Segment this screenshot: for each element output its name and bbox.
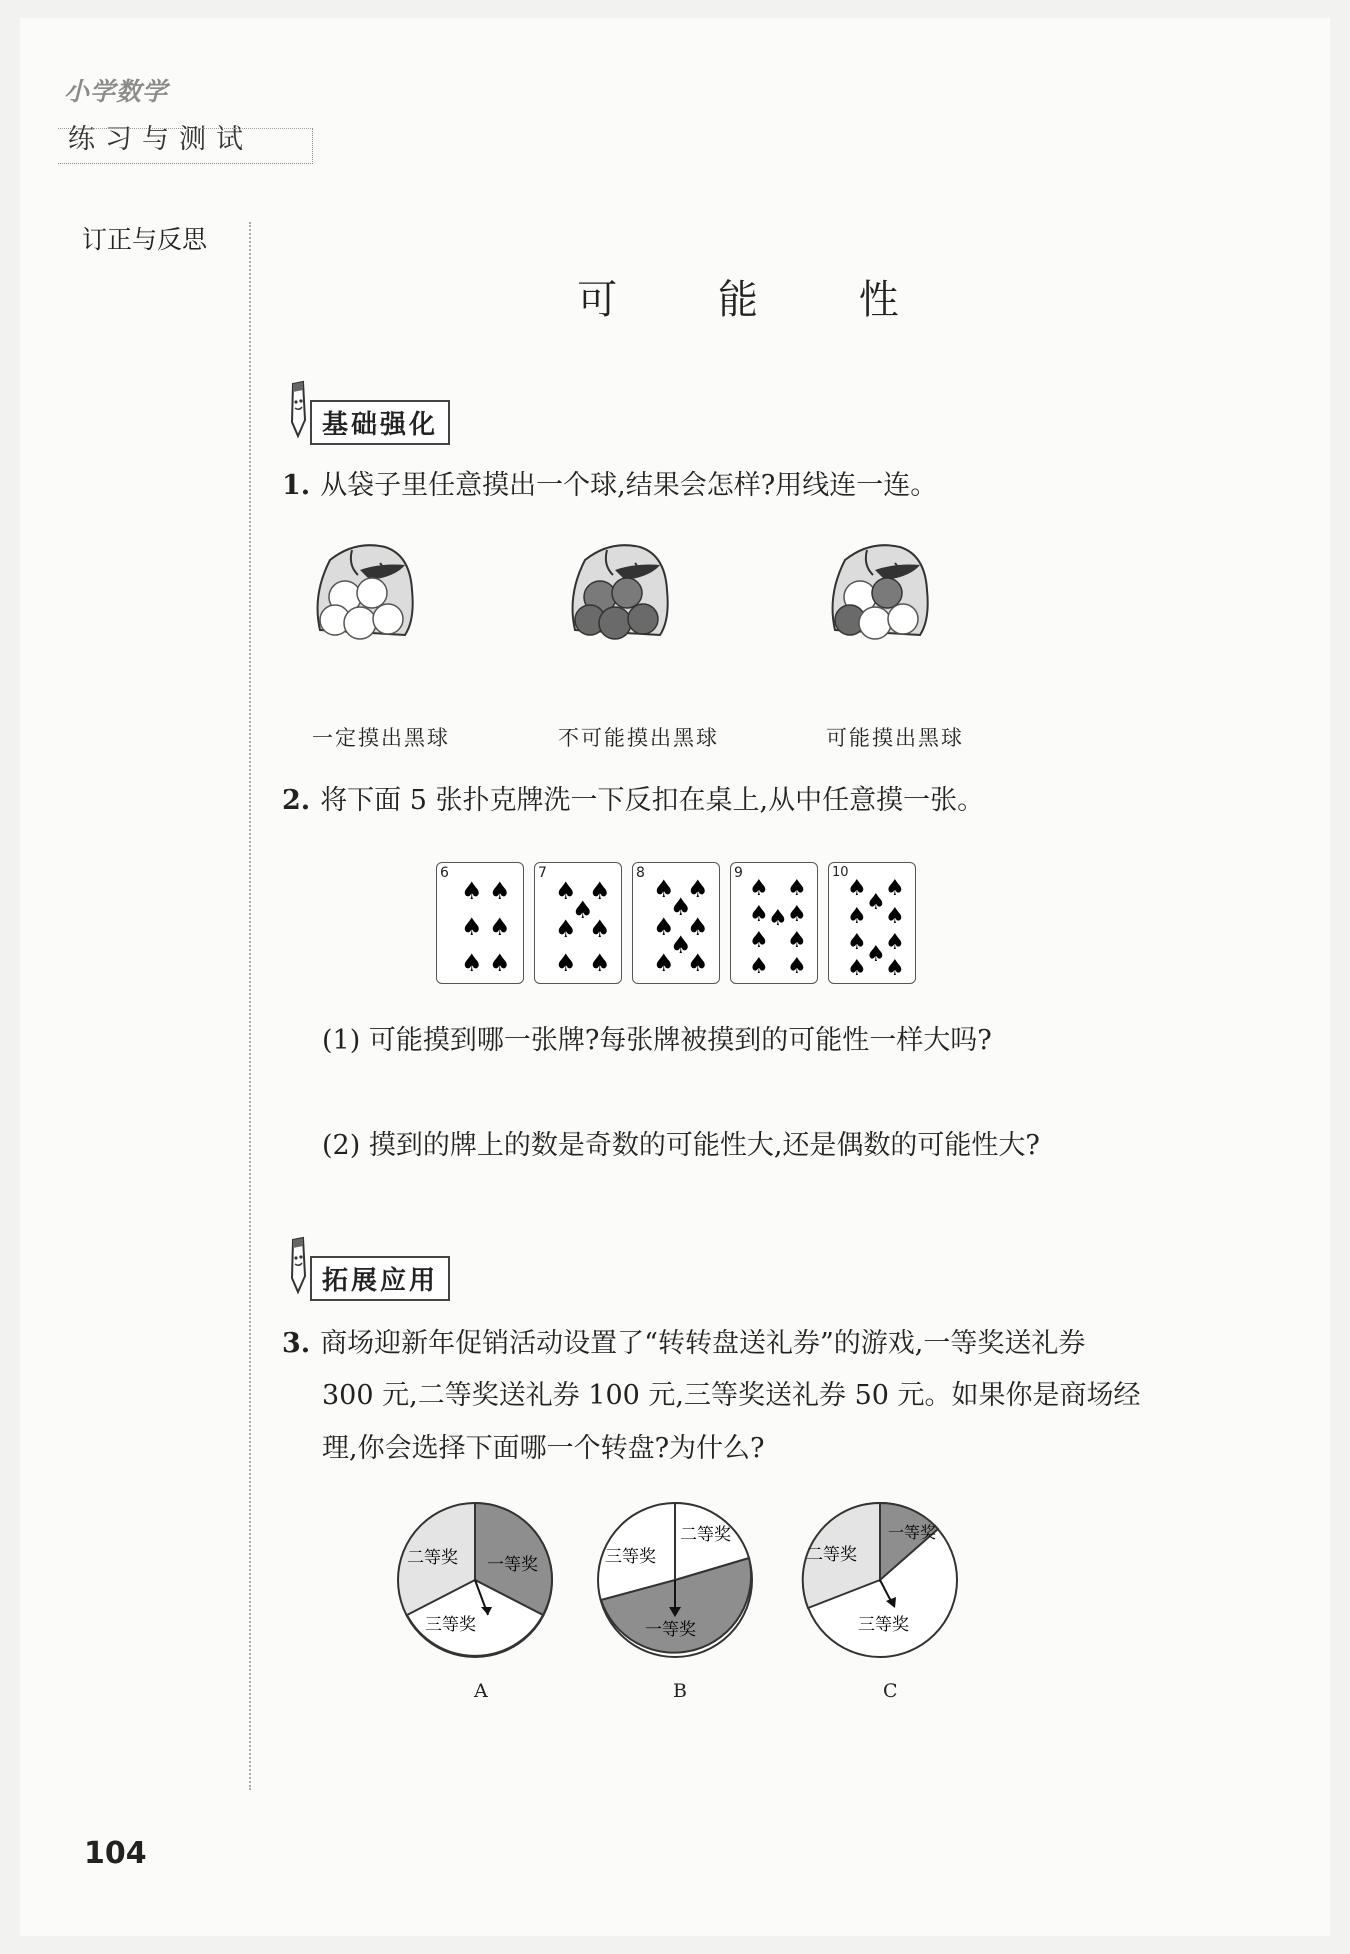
svg-text:♠: ♠ [847, 876, 867, 901]
svg-text:♠: ♠ [749, 876, 769, 901]
card-rank: 8 [636, 865, 645, 881]
svg-text:♠: ♠ [885, 876, 905, 901]
playing-card [632, 862, 720, 984]
margin-divider [249, 222, 251, 1790]
question-3 [282, 1318, 1085, 1370]
spinner-b [595, 1500, 755, 1660]
svg-text:♠: ♠ [572, 896, 594, 924]
spinner-label: 二等奖 [680, 1525, 731, 1545]
spade-icon [731, 863, 817, 983]
spinner-label: 三等奖 [858, 1615, 909, 1635]
question-number: 3. [282, 1328, 311, 1359]
spinner-label: 二等奖 [407, 1548, 458, 1568]
question-2 [282, 775, 984, 827]
bag-icon [825, 535, 940, 650]
playing-card [436, 862, 524, 984]
page-number: 104 [84, 1836, 147, 1871]
svg-text:♠: ♠ [687, 913, 709, 941]
svg-text:♠: ♠ [670, 893, 692, 921]
spinner-c [800, 1500, 960, 1660]
spinner-label: 一等奖 [487, 1555, 538, 1575]
svg-text:♠: ♠ [589, 949, 611, 977]
svg-text:♠: ♠ [555, 949, 577, 977]
svg-text:♠: ♠ [749, 928, 769, 953]
spade-icon [829, 863, 915, 983]
svg-text:♠: ♠ [653, 913, 675, 941]
bag-icon [310, 535, 425, 650]
spinner-a [395, 1500, 555, 1660]
question-3-line-2: 300 元,二等奖送礼券 100 元,三等奖送礼券 50 元。如果你是商场经 [322, 1380, 1141, 1411]
svg-text:♠: ♠ [866, 942, 886, 967]
pencil-icon [284, 1236, 312, 1296]
spinner-label-c: C [883, 1680, 898, 1702]
series-frame [58, 128, 313, 164]
svg-text:♠: ♠ [687, 875, 709, 903]
question-2-sub-1: (1) 可能摸到哪一张牌?每张牌被摸到的可能性一样大吗? [322, 1025, 992, 1056]
svg-text:♠: ♠ [787, 876, 807, 901]
spinner-label: 三等奖 [425, 1615, 476, 1635]
spinner-label-a: A [474, 1680, 488, 1702]
page-title: 可 能 性 [577, 277, 943, 323]
svg-text:♠: ♠ [847, 904, 867, 929]
question-3-line-3: 理,你会选择下面哪一个转盘?为什么? [322, 1433, 765, 1464]
svg-text:♠: ♠ [847, 956, 867, 981]
spade-icon [437, 863, 523, 983]
svg-text:♠: ♠ [768, 906, 788, 931]
svg-text:♠: ♠ [555, 877, 577, 905]
spade-icon [633, 863, 719, 983]
question-1 [282, 460, 937, 512]
option-label: 可能摸出黑球 [826, 726, 964, 750]
section-basic: 基础强化 [310, 400, 450, 445]
svg-text:♠: ♠ [787, 902, 807, 927]
svg-text:♠: ♠ [653, 875, 675, 903]
bag-icon [565, 535, 680, 650]
spinner-label: 二等奖 [806, 1545, 857, 1565]
spinner-label: 一等奖 [888, 1523, 937, 1542]
svg-text:♠: ♠ [589, 915, 611, 943]
svg-text:♠: ♠ [885, 904, 905, 929]
svg-text:♠: ♠ [749, 954, 769, 979]
spinner-label: 一等奖 [645, 1620, 696, 1640]
series-subtitle: 练习与测试 [68, 124, 253, 155]
card-rank: 10 [832, 865, 849, 880]
question-text: 将下面 5 张扑克牌洗一下反扣在桌上,从中任意摸一张。 [320, 785, 985, 816]
question-number: 1. [282, 470, 311, 501]
section-extend: 拓展应用 [310, 1256, 450, 1301]
question-text: 商场迎新年促销活动设置了“转转盘送礼券”的游戏,一等奖送礼券 [320, 1328, 1086, 1359]
playing-card [828, 862, 916, 984]
playing-card [730, 862, 818, 984]
pencil-icon [284, 380, 312, 440]
svg-text:♠: ♠ [670, 931, 692, 959]
svg-text:♠: ♠ [489, 949, 511, 977]
option-label: 一定摸出黑球 [312, 726, 450, 750]
svg-text:♠: ♠ [461, 877, 483, 905]
svg-text:♠: ♠ [749, 902, 769, 927]
question-2-sub-2: (2) 摸到的牌上的数是奇数的可能性大,还是偶数的可能性大? [322, 1130, 1040, 1161]
question-text: 从袋子里任意摸出一个球,结果会怎样?用线连一连。 [320, 470, 938, 501]
svg-text:♠: ♠ [461, 913, 483, 941]
svg-text:♠: ♠ [866, 890, 886, 915]
svg-text:♠: ♠ [787, 928, 807, 953]
svg-text:♠: ♠ [687, 949, 709, 977]
margin-label: 订正与反思 [82, 225, 208, 254]
option-label: 不可能摸出黑球 [558, 726, 719, 750]
playing-card [534, 862, 622, 984]
svg-text:♠: ♠ [653, 949, 675, 977]
svg-text:♠: ♠ [489, 913, 511, 941]
svg-text:♠: ♠ [847, 930, 867, 955]
series-title: 小学数学 [64, 77, 169, 106]
spade-icon [535, 863, 621, 983]
svg-text:♠: ♠ [489, 877, 511, 905]
spinner-label: 三等奖 [605, 1547, 656, 1567]
svg-text:♠: ♠ [589, 877, 611, 905]
card-rank: 9 [734, 865, 743, 881]
svg-text:♠: ♠ [461, 949, 483, 977]
card-rank: 7 [538, 865, 547, 881]
question-number: 2. [282, 785, 311, 816]
svg-text:♠: ♠ [885, 930, 905, 955]
card-rank: 6 [440, 865, 449, 881]
spinner-label-b: B [673, 1680, 687, 1702]
svg-text:♠: ♠ [555, 915, 577, 943]
svg-text:♠: ♠ [885, 956, 905, 981]
svg-text:♠: ♠ [787, 954, 807, 979]
